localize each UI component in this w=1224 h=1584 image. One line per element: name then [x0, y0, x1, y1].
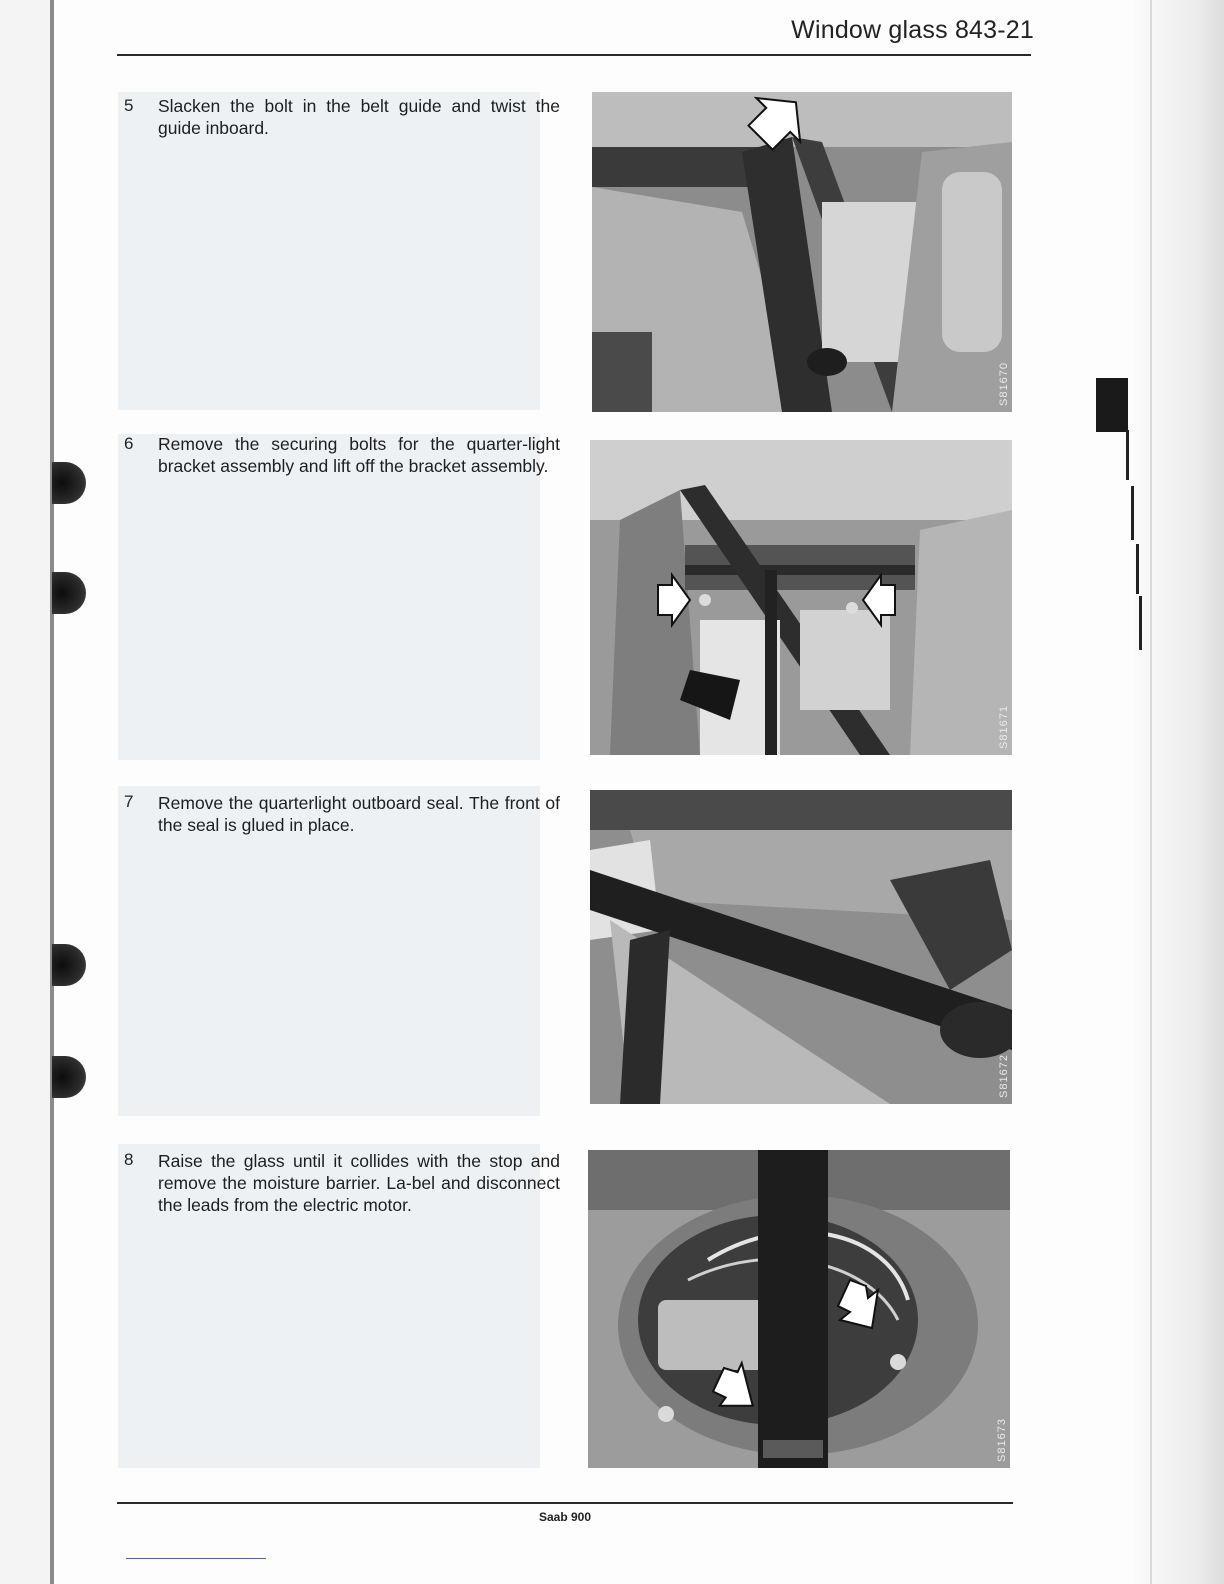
tab-mark [1139, 596, 1142, 650]
step-text: Remove the securing bolts for the quarter-light bracket assembly and lift off the bracket assembly. [158, 434, 560, 476]
step-panel [118, 92, 540, 410]
header-rule [117, 54, 1031, 56]
step-number: 8 [124, 1150, 134, 1169]
step-text: Raise the glass until it collides with the stop and remove the moisture barrier. La-bel and disconnect the leads from the electric motor. [158, 1151, 560, 1215]
binder-line [50, 0, 54, 1584]
footer-rule [117, 1502, 1013, 1504]
thumb-index-tab [1096, 378, 1128, 432]
step-number: 6 [124, 434, 134, 453]
binder-edge [0, 0, 54, 1584]
bottom-rule [126, 1558, 266, 1559]
right-margin-shadow [1134, 0, 1224, 1584]
punch-hole [52, 462, 86, 504]
step-text: Remove the quarterlight outboard seal. The front of the seal is glued in place. [158, 793, 560, 835]
photo-code: S81671 [998, 705, 1010, 749]
step-photo-bracket-assembly [590, 440, 1012, 755]
step-photo-outboard-seal [590, 790, 1012, 1104]
punch-hole [52, 572, 86, 614]
footer-model-name: Saab 900 [538, 1510, 592, 1524]
tab-mark [1136, 544, 1139, 594]
step-panel [118, 434, 540, 760]
tab-mark [1126, 430, 1129, 480]
photo-code: S81672 [998, 1054, 1010, 1098]
step-number: 7 [124, 792, 134, 811]
step-text: Slacken the bolt in the belt guide and twist the guide inboard. [158, 96, 560, 138]
photo-code: S81673 [996, 1418, 1008, 1462]
right-margin-line [1150, 0, 1152, 1584]
punch-hole [52, 1056, 86, 1098]
tab-mark [1131, 486, 1134, 540]
step-number: 5 [124, 96, 134, 115]
page-title: Window glass 843-21 [791, 16, 1034, 44]
photo-code: S81670 [998, 362, 1010, 406]
step-photo-electric-motor [588, 1150, 1010, 1468]
punch-hole [52, 944, 86, 986]
step-photo-belt-guide [592, 92, 1012, 412]
